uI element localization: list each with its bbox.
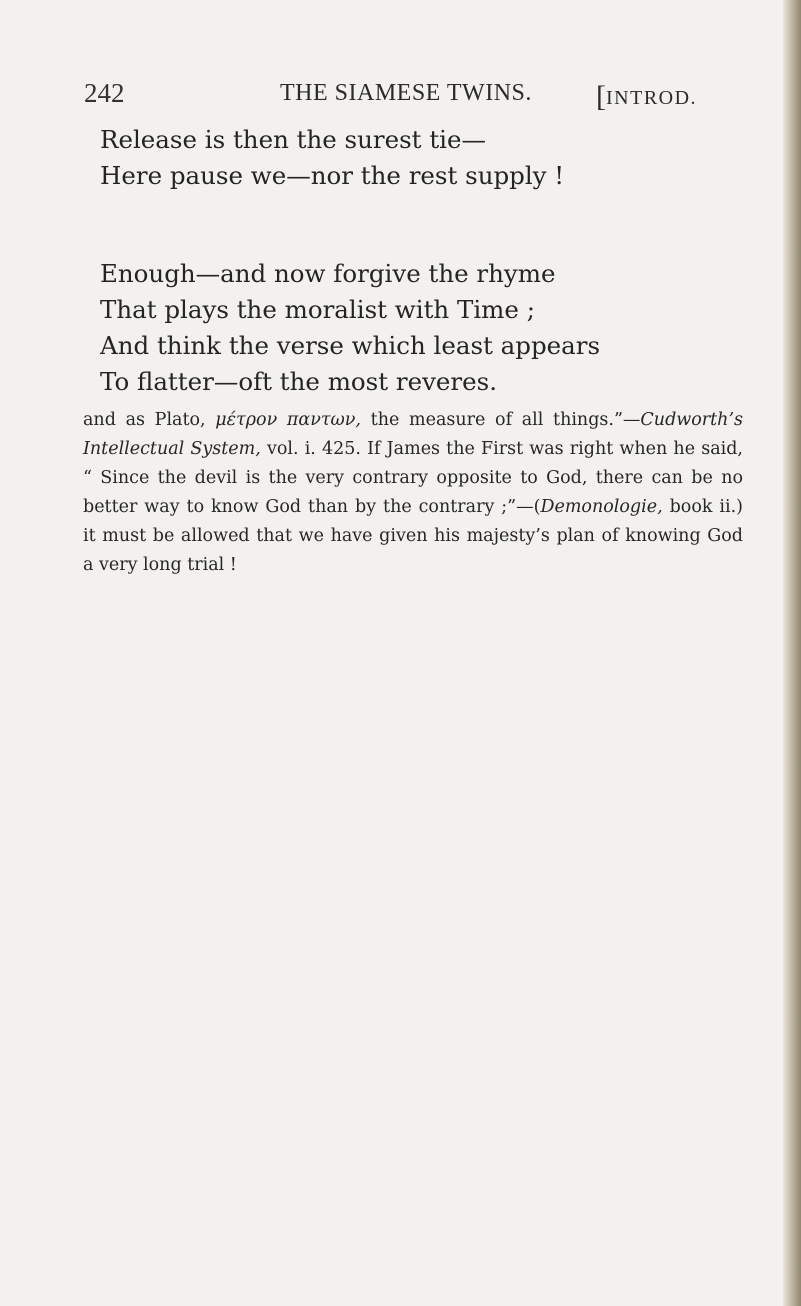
page-edge-shadow	[783, 0, 801, 1306]
section-bracket: [	[596, 80, 606, 113]
section-tag	[596, 78, 697, 112]
verse-line: To flatter—oft the most reveres.	[100, 367, 498, 396]
prose-text: and as Plato,	[83, 410, 216, 430]
page-number: 242	[84, 78, 125, 108]
citation-demonologie: Demonologie,	[540, 497, 663, 517]
verse-stanza-2	[100, 256, 660, 400]
citation-cudworth: Cudworth’s Intellectual System,	[83, 410, 743, 459]
page-header	[84, 78, 744, 118]
greek-phrase: μέτρον παντων,	[215, 410, 361, 430]
verse-line: Release is then the surest tie—	[100, 125, 486, 154]
verse-line: Here pause we—nor the rest supply !	[100, 161, 565, 190]
prose-text: the measure of all things.”—	[361, 410, 641, 430]
section-tag-text: INTROD.	[606, 87, 698, 109]
prose-text: book ii.) it must be allowed that we have given his majesty’s plan of knowing God a very long trial !	[83, 497, 743, 575]
running-title: THE SIAMESE TWINS.	[280, 80, 532, 106]
verse-stanza-1	[100, 122, 660, 194]
verse-line: That plays the moralist with Time ;	[100, 295, 535, 324]
verse-line: And think the verse which least appears	[100, 331, 601, 360]
footnote-paragraph	[83, 406, 743, 580]
prose-text: vol. i. 425. If James the First was right when he said, “ Since the devil is the very contrary opposite to God, there can be no better way to know God than by the contrary ;”—(	[83, 439, 743, 517]
verse-line: Enough—and now forgive the rhyme	[100, 259, 556, 288]
